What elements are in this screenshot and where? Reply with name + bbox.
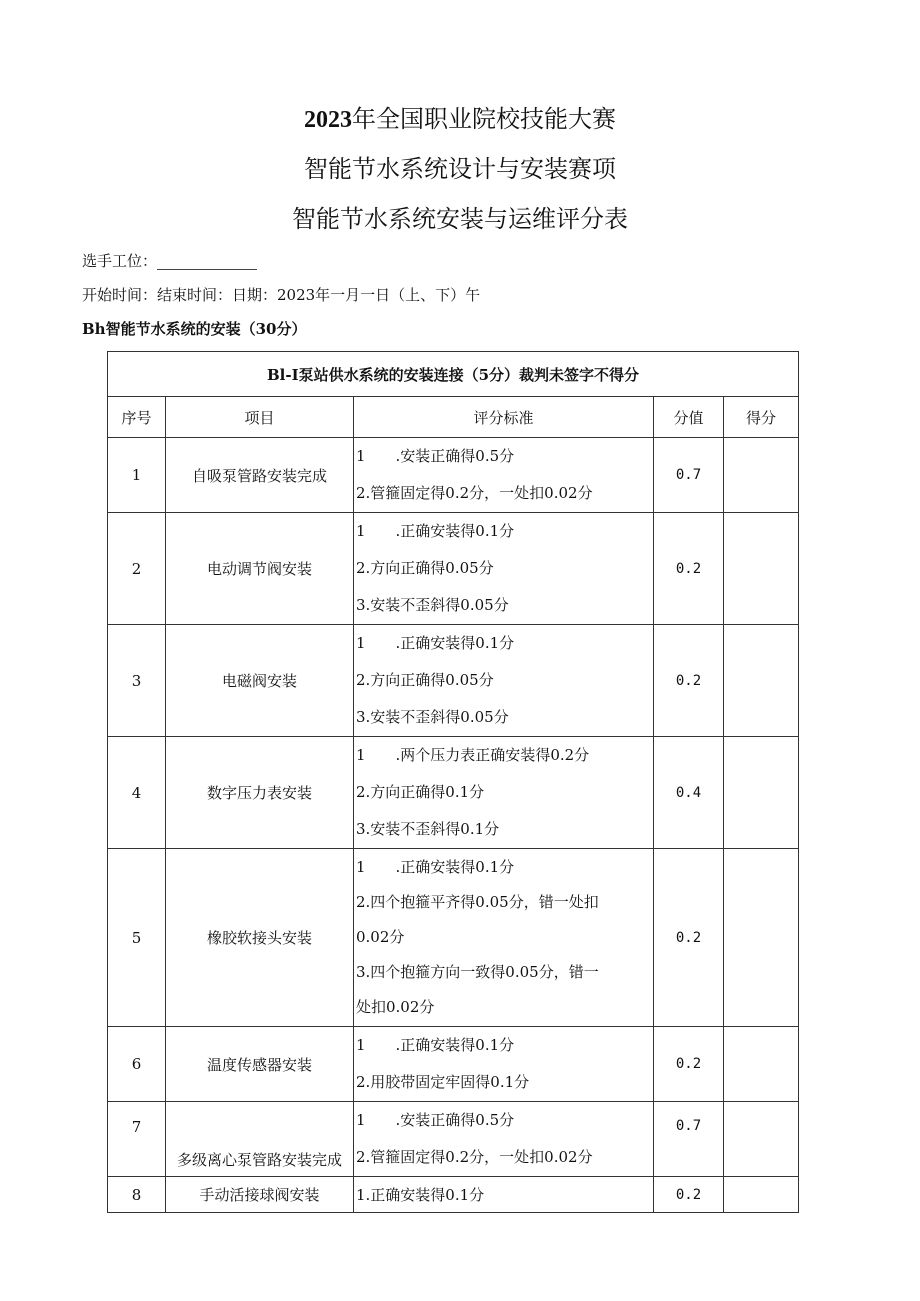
row-standard	[354, 438, 654, 513]
row-standard	[354, 1102, 654, 1177]
standard-line: 1 .正确安装得0.1分	[356, 1036, 515, 1054]
station-label: 选手工位：	[82, 252, 158, 270]
row-standard	[354, 1177, 654, 1213]
standard-line: 1 .正确安装得0.1分	[356, 858, 515, 876]
row-score-cell[interactable]	[724, 438, 799, 513]
scoring-table	[107, 351, 799, 1213]
table-row	[108, 625, 799, 737]
row-item: 自吸泵管路安装完成	[166, 438, 354, 513]
row-value: 0.2	[654, 1177, 724, 1213]
standard-line: 3.安装不歪斜得0.05分	[356, 596, 509, 614]
standard-line: 3.四个抱箍方向一致得0.05分，错一	[356, 963, 599, 981]
row-standard	[354, 625, 654, 737]
table-header-row	[108, 397, 799, 438]
row-score-cell[interactable]	[724, 625, 799, 737]
standard-line: 2.方向正确得0.1分	[356, 783, 485, 801]
table-row	[108, 1102, 799, 1177]
time-line: 开始时间：结束时间：日期：2023年一月一日（上、下）午	[82, 286, 481, 304]
standard-line: 1.正确安装得0.1分	[356, 1185, 485, 1204]
table-row	[108, 1027, 799, 1102]
header-standard: 评分标准	[354, 397, 654, 438]
standard-line: 1 .安装正确得0.5分	[356, 1111, 515, 1129]
row-value: 0.7	[654, 438, 724, 513]
doc-title-line3: 智能节水系统安装与运维评分表	[292, 205, 628, 233]
row-no: 4	[108, 737, 166, 849]
table-row	[108, 513, 799, 625]
header-item: 项目	[166, 397, 354, 438]
row-value: 0.2	[654, 625, 724, 737]
row-value: 0.7	[654, 1102, 724, 1177]
row-item: 多级离心泵管路安装完成	[166, 1102, 354, 1177]
row-no: 1	[108, 438, 166, 513]
standard-line: 2.管箍固定得0.2分，一处扣0.02分	[356, 1148, 593, 1166]
row-no: 2	[108, 513, 166, 625]
table-caption: Bl-I泵站供水系统的安装连接（5分）裁判未签字不得分	[108, 352, 799, 397]
row-item: 电磁阀安装	[166, 625, 354, 737]
row-score-cell[interactable]	[724, 1102, 799, 1177]
standard-line: 1 .两个压力表正确安装得0.2分	[356, 746, 590, 764]
row-no: 3	[108, 625, 166, 737]
row-standard	[354, 737, 654, 849]
standard-line: 2.方向正确得0.05分	[356, 671, 494, 689]
row-score-cell[interactable]	[724, 513, 799, 625]
row-item: 数字压力表安装	[166, 737, 354, 849]
row-value: 0.2	[654, 849, 724, 1027]
standard-line: 3.安装不歪斜得0.1分	[356, 820, 500, 838]
doc-title-line2: 智能节水系统设计与安装赛项	[304, 155, 616, 183]
row-standard	[354, 513, 654, 625]
standard-line: 2.方向正确得0.05分	[356, 559, 494, 577]
row-item: 温度传感器安装	[166, 1027, 354, 1102]
row-no: 6	[108, 1027, 166, 1102]
row-score-cell[interactable]	[724, 737, 799, 849]
row-item: 电动调节阀安装	[166, 513, 354, 625]
standard-line: 处扣0.02分	[356, 998, 435, 1016]
table-row	[108, 1177, 799, 1213]
standard-line: 2.用胶带固定牢固得0.1分	[356, 1073, 530, 1091]
row-score-cell[interactable]	[724, 849, 799, 1027]
station-line	[82, 250, 257, 271]
row-value: 0.2	[654, 513, 724, 625]
station-blank	[157, 255, 257, 270]
row-value: 0.4	[654, 737, 724, 849]
standard-line: 2.管箍固定得0.2分，一处扣0.02分	[356, 484, 593, 502]
standard-line: 2.四个抱箍平齐得0.05分，错一处扣	[356, 893, 599, 911]
standard-line: 1 .正确安装得0.1分	[356, 634, 515, 652]
doc-title-line1: 2023年全国职业院校技能大赛	[304, 105, 616, 133]
standard-line: 0.02分	[356, 928, 405, 946]
table-row	[108, 737, 799, 849]
header-value: 分值	[654, 397, 724, 438]
table-row	[108, 849, 799, 1027]
row-score-cell[interactable]	[724, 1177, 799, 1213]
header-no: 序号	[108, 397, 166, 438]
row-item: 橡胶软接头安装	[166, 849, 354, 1027]
row-standard	[354, 1027, 654, 1102]
standard-line: 3.安装不歪斜得0.05分	[356, 708, 509, 726]
row-score-cell[interactable]	[724, 1027, 799, 1102]
standard-line: 1 .安装正确得0.5分	[356, 447, 515, 465]
row-no: 7	[108, 1102, 166, 1177]
section-title: Bh智能节水系统的安装（30分）	[82, 320, 307, 338]
row-no: 5	[108, 849, 166, 1027]
row-value: 0.2	[654, 1027, 724, 1102]
header-score: 得分	[724, 397, 799, 438]
row-standard	[354, 849, 654, 1027]
table-row	[108, 438, 799, 513]
row-item: 手动活接球阀安装	[166, 1177, 354, 1213]
row-no: 8	[108, 1177, 166, 1213]
standard-line: 1 .正确安装得0.1分	[356, 522, 515, 540]
